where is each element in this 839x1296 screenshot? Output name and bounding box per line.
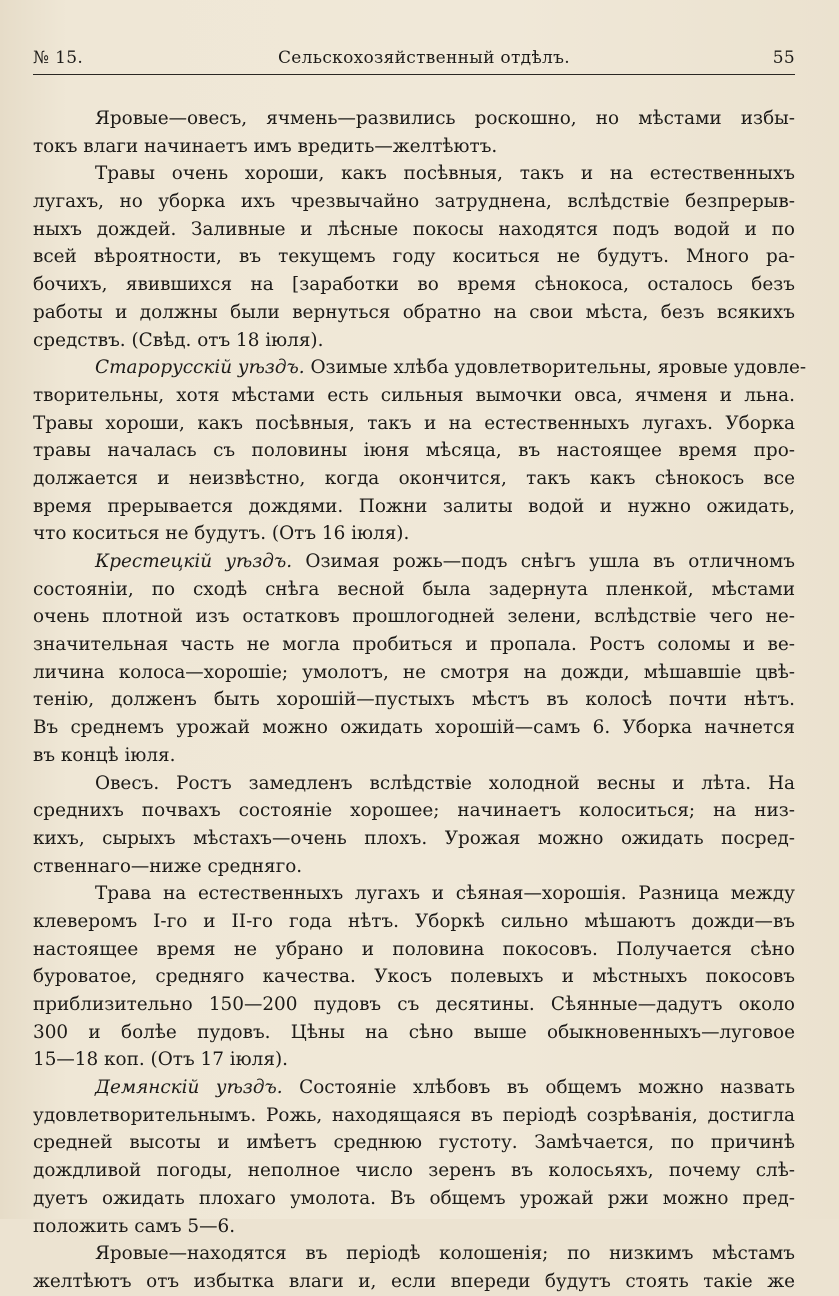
line-text: состояніи, по сходѣ снѣга весной была задернута пленкой, мѣстами [33, 578, 795, 600]
text-line [33, 520, 795, 548]
text-line [33, 299, 795, 327]
text-line [95, 770, 795, 798]
line-text: значительная часть не могла пробиться и пропала. Ростъ соломы и ве- [33, 634, 795, 656]
text-line [95, 1074, 795, 1102]
line-text: 15—18 коп. (Отъ 17 іюля). [33, 1049, 288, 1071]
text-line [95, 354, 807, 382]
issue-number: № 15. [33, 48, 84, 68]
text-line [33, 991, 795, 1019]
line-text: Травы хороши, какъ посѣвныя, такъ и на естественныхъ лугахъ. Уборка [33, 412, 795, 434]
text-line [33, 686, 795, 714]
line-text: травы началась съ половины іюня мѣсяца, въ настоящее время про- [33, 440, 795, 462]
line-text: лугахъ, но уборка ихъ чрезвычайно затруднена, вслѣдствіе безпрерыв- [33, 191, 795, 213]
line-text: должается и неизвѣстно, когда окончится, такъ какъ сѣнокосъ все [33, 467, 795, 489]
text-line [33, 576, 795, 604]
line-text: удовлетворительнымъ. Рожь, находящаяся въ періодѣ созрѣванія, достигла [33, 1104, 795, 1126]
text-line [33, 853, 795, 881]
district-name: Крестецкій уѣздъ. [95, 551, 293, 572]
line-text: очень плотной изъ остатковъ прошлогодней зелени, вслѣдствіе чего не- [33, 606, 795, 628]
text-line [33, 465, 795, 493]
line-text: бочихъ, явившихся на [заработки во время сѣнокоса, осталось безъ [33, 274, 795, 296]
text-line [33, 1019, 795, 1047]
line-text: приблизительно 150—200 пудовъ съ десятины. Сѣянные—дадутъ около [33, 994, 795, 1015]
text-line [33, 437, 795, 465]
text-line [33, 410, 795, 438]
line-text: Яровые—находятся въ періодѣ колошенія; по низкимъ мѣстамъ [95, 1243, 795, 1265]
text-line [33, 327, 795, 355]
line-text: работы и должны были вернуться обратно на свои мѣста, безъ всякихъ [33, 301, 795, 323]
line-text: буроватое, средняго качества. Укосъ полевыхъ и мѣстныхъ покосовъ [33, 966, 795, 988]
line-text: Озимая рожь—подъ снѣгъ ушла въ отличномъ [292, 551, 795, 572]
line-text: Въ среднемъ урожай можно ожидать хорошій—самъ 6. Уборка начнется [33, 717, 795, 739]
text-line [33, 493, 795, 521]
text-line [33, 243, 795, 271]
page-number: 55 [772, 48, 795, 68]
line-text: Травы очень хороши, какъ посѣвныя, такъ и на естественныхъ [95, 163, 795, 185]
line-text: клеверомъ I-го и II-го года нѣтъ. Уборкѣ сильно мѣшаютъ дожди—въ [33, 910, 795, 932]
line-text: Состояніе хлѣбовъ въ общемъ можно назвать [282, 1077, 795, 1099]
line-text: Трава на естественныхъ лугахъ и сѣяная—хорошія. Разница между [95, 883, 795, 905]
district-name: Старорусскій уѣздъ. [95, 357, 305, 379]
body-text [33, 105, 807, 1296]
line-text: ственнаго—ниже средняго. [33, 855, 303, 877]
line-text: желтѣютъ отъ избытка влаги и, если впереди будутъ стоять такіе же [33, 1270, 795, 1292]
text-line [33, 382, 795, 410]
text-line [33, 1185, 795, 1213]
text-line [33, 936, 795, 964]
line-text: ныхъ дождей. Заливные и лѣсные покосы находятся подъ водой и по [33, 218, 795, 240]
line-text: среднихъ почвахъ состояніе хорошее; начинаетъ колоситься; на низ- [33, 800, 795, 822]
text-line [33, 714, 795, 742]
line-text: что коситься не будутъ. (Отъ 16 іюля). [33, 523, 410, 545]
line-text: положить самъ 5—6. [33, 1215, 236, 1237]
line-text: творительны, хотя мѣстами есть сильныя вымочки овса, ячменя и льна. [33, 384, 795, 406]
line-text: дождливой погоды, неполное число зеренъ въ колосьяхъ, почему слѣ- [33, 1160, 795, 1182]
text-line [33, 797, 795, 825]
text-line [33, 188, 795, 216]
line-text: токъ влаги начинаетъ имъ вредить—желтѣютъ. [33, 135, 498, 157]
text-line [33, 1102, 795, 1130]
text-line [33, 963, 795, 991]
text-line [33, 631, 795, 659]
line-text: средствъ. (Свѣд. отъ 18 іюля). [33, 329, 324, 351]
text-line [95, 160, 795, 188]
text-line [33, 1157, 795, 1185]
line-text: Яровые—овесъ, ячмень—развились роскошно, но мѣстами избы- [95, 108, 795, 129]
line-text: средней высоты и имѣетъ среднюю густоту. Замѣчается, по причинѣ [33, 1132, 795, 1154]
page-header [33, 48, 795, 78]
line-text: въ концѣ іюля. [33, 744, 176, 766]
text-line [33, 1046, 795, 1074]
line-text: Овесъ. Ростъ замедленъ вслѣдствіе холодной весны и лѣта. На [95, 772, 795, 794]
text-line [33, 908, 795, 936]
section-title: Сельскохозяйственный отдѣлъ. [278, 48, 570, 68]
text-line [95, 548, 795, 576]
line-text: настоящее время не убрано и половина покосовъ. Получается сѣно [33, 938, 795, 960]
text-line [33, 742, 795, 770]
line-text: время прерывается дождями. Пожни залиты водой и нужно ожидать, [33, 495, 795, 517]
text-line [33, 1213, 795, 1241]
text-line [33, 659, 795, 687]
text-line [95, 1240, 795, 1268]
line-text: кихъ, сырыхъ мѣстахъ—очень плохъ. Урожая можно ожидать посред- [33, 827, 795, 849]
text-line [33, 1268, 795, 1296]
text-line [33, 825, 795, 853]
line-text: Озимые хлѣба удовлетворительны, яровые удовле- [304, 357, 807, 379]
text-line [33, 1129, 795, 1157]
text-line [33, 271, 795, 299]
line-text: дуетъ ожидать плохаго умолота. Въ общемъ урожай ржи можно пред- [33, 1187, 795, 1209]
line-text: всей вѣроятности, въ текущемъ году коситься не будутъ. Много ра- [33, 246, 795, 268]
text-line [95, 105, 795, 133]
line-text: тенію, долженъ быть хорошій—пустыхъ мѣстъ въ колосѣ почти нѣтъ. [33, 689, 795, 711]
district-name: Демянскій уѣздъ. [95, 1077, 283, 1099]
text-line [33, 216, 795, 244]
line-text: 300 и болѣе пудовъ. Цѣны на сѣно выше обыкновенныхъ—луговое [33, 1021, 795, 1043]
text-line [33, 603, 795, 631]
line-text: личина колоса—хорошіе; умолотъ, не смотря на дожди, мѣшавшіе цвѣ- [33, 661, 795, 683]
text-line [33, 133, 795, 161]
header-rule [33, 74, 795, 75]
text-line [95, 880, 795, 908]
